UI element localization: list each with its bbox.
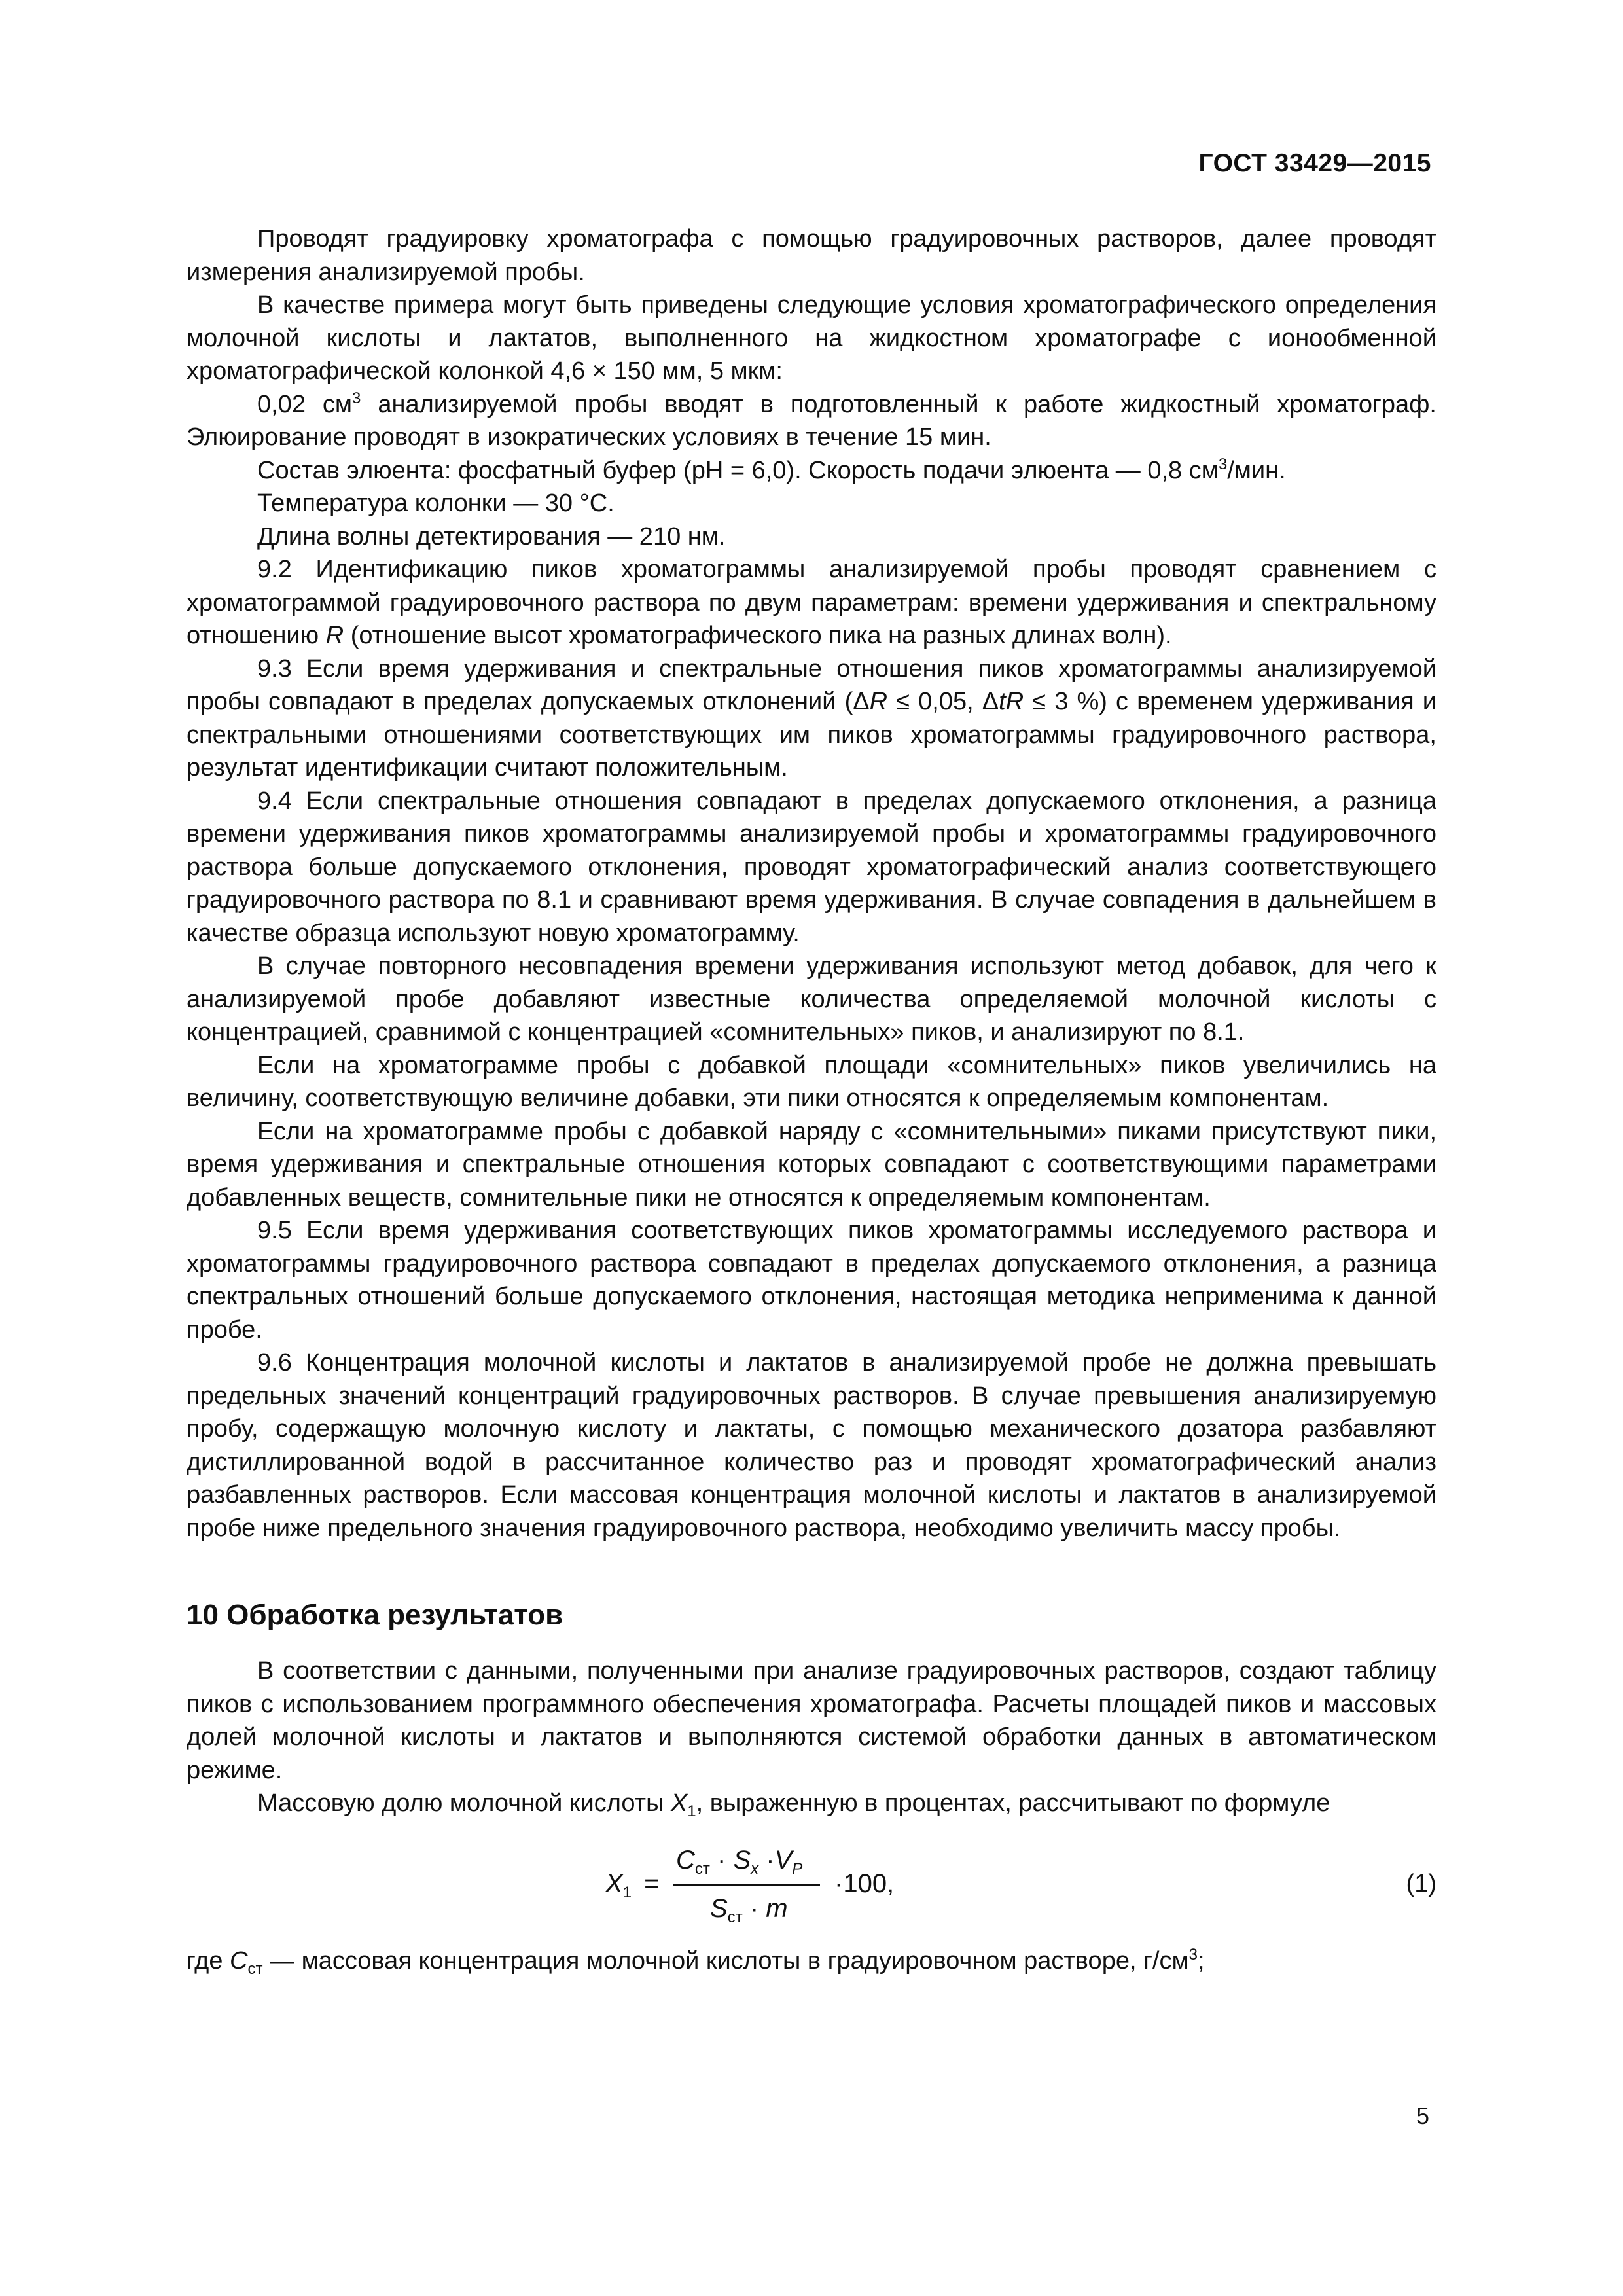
formula-var: V	[774, 1845, 793, 1874]
formula-dot: ·	[766, 1845, 775, 1874]
paragraph: Длина волны детектирования — 210 нм.	[257, 522, 726, 550]
formula-sub: ст	[694, 1859, 710, 1878]
italic-var: C	[230, 1946, 248, 1975]
text: Состав элюента: фосфатный буфер (рН = 6,0). Скорость подачи элюента — 0,8 см	[257, 456, 1219, 484]
page-number: 5	[1416, 2102, 1429, 2129]
paragraph: В соответствии с данными, полученными при анализе градуировочных растворов, создают таблицу пиков с использованием программного обеспечения хроматографа. Расчеты площадей пиков и массовых долей молочной кислоты и лактатов и выполняются системой обработки данных в автоматическом режиме.	[187, 1657, 1436, 1784]
text: 0,02 см	[257, 390, 353, 418]
paragraph: Проводят градуировку хроматографа с помощью градуировочных растворов, далее проводят измерения анализируемой пробы.	[187, 225, 1436, 286]
superscript: 3	[1188, 1945, 1198, 1964]
paragraph: В случае повторного несовпадения времени удерживания используют метод добавок, для чего к анализируемой пробе добавляют известные количества определяемой молочной кислоты с концентрацией, сравнимой с концентрацией «сомнительных» пиков, и анализируют по 8.1.	[187, 952, 1436, 1046]
subscript: 1	[687, 1803, 696, 1820]
document-code: ГОСТ 33429—2015	[1198, 149, 1431, 177]
where-clause	[187, 1945, 1436, 1978]
paragraph: Если на хроматограмме пробы с добавкой площади «сомнительных» пиков увеличились на величину, соответствующую величине добавки, эти пики относятся к определяемым компонентам.	[187, 1051, 1436, 1112]
paragraph: 9.4 Если спектральные отношения совпадают в пределах допускаемого отклонения, а разница времени удерживания пиков хроматограммы анализируемой пробы и хроматограммы градуировочного раствора больше допускаемого отклонения, проводят хроматографический анализ соответствующего градуировочного раствора по 8.1 и сравнивают время удерживания. В случае совпадения в дальнейшем в качестве образца используют новую хроматограмму.	[187, 787, 1436, 947]
paragraph	[187, 388, 1436, 454]
formula-sub: 1	[622, 1883, 632, 1901]
italic-var: X	[670, 1789, 688, 1817]
text: анализируемой пробы вводят в подготовленный к работе жидкостный хроматограф. Элюирование проводят в изократических условиях в течение 15 мин.	[187, 390, 1436, 451]
paragraph: Если на хроматограмме пробы с добавкой наряду с «сомнительными» пиками присутствуют пики, время удерживания и спектральные отношения которых совпадают с соответствующими параметрами добавленных веществ, сомнительные пики не относятся к определяемым компонентам.	[187, 1117, 1436, 1211]
text: /мин.	[1227, 456, 1286, 484]
heading-text: 10 Обработка результатов	[187, 1599, 563, 1631]
italic-var: tR	[999, 688, 1024, 715]
section-9-body	[187, 223, 1436, 1977]
formula-dot: ·	[717, 1845, 726, 1874]
formula-denominator	[710, 1892, 788, 1926]
text: где	[187, 1946, 230, 1975]
formula-multiplier: ·100,	[834, 1869, 895, 1898]
fraction-bar	[673, 1884, 820, 1886]
paragraph: Температура колонки — 30 °С.	[257, 490, 615, 517]
formula-numerator	[676, 1844, 802, 1877]
formula-sub: x	[751, 1859, 759, 1878]
formula-sub: P	[792, 1859, 803, 1878]
paragraph: В качестве примера могут быть приведены следующие условия хроматографического определения молочной кислоты и лактатов, выполненного на жидкостном хроматографе с ионообменной хроматографической колонкой 4,6 × 150 мм, 5 мкм:	[187, 291, 1436, 385]
equation-number: (1)	[1406, 1869, 1436, 1897]
paragraph: 9.6 Концентрация молочной кислоты и лактатов в анализируемой пробе не должна превышать предельных значений концентраций градуировочных растворов. В случае превышения анализируемую пробу, содержащую молочную кислоту и лактаты, с помощью механического дозатора разбавляют дистиллированной водой в рассчитанное количество раз и проводят хроматографический анализ разбавленных растворов. Если массовая концентрация молочной кислоты и лактатов в анализируемой пробе ниже предельного значения градуировочного раствора, необходимо увеличить массу пробы.	[187, 1349, 1436, 1542]
text: Массовую долю молочной кислоты	[257, 1789, 671, 1817]
italic-var: R	[325, 622, 344, 649]
text: , выраженную в процентах, рассчитывают по формуле	[696, 1789, 1330, 1817]
paragraph	[187, 553, 1436, 653]
formula-var: C	[676, 1845, 695, 1874]
formula-var: m	[766, 1893, 788, 1923]
text: (отношение высот хроматографического пика на разных длинах волн).	[344, 622, 1172, 649]
superscript: 3	[1218, 455, 1228, 473]
formula-sub: ст	[727, 1908, 743, 1926]
section-heading	[187, 1596, 1436, 1635]
text: ≤ 3 %) с временем удерживания и спектральными отношениями соответствующих им пиков хроматограммы градуировочного раствора, результат идентификации считают положительным.	[187, 688, 1436, 781]
formula-1	[187, 1820, 1436, 1945]
italic-var: R	[869, 688, 888, 715]
formula-var: S	[733, 1845, 751, 1874]
formula-lhs	[605, 1867, 660, 1901]
text: — массовая концентрация молочной кислоты в градуировочном растворе, г/см	[262, 1946, 1189, 1975]
formula-var: X	[605, 1869, 623, 1898]
paragraph	[187, 653, 1436, 785]
paragraph	[187, 1787, 1436, 1820]
subscript: ст	[247, 1960, 263, 1978]
text: 9.3 Если время удерживания и спектральные отношения пиков хроматограммы анализируемой пробы совпадают в пределах допускаемых отклонений (Δ	[187, 655, 1436, 715]
equals-sign: =	[644, 1869, 660, 1898]
formula-dot: ·	[749, 1893, 759, 1923]
superscript: 3	[352, 389, 361, 407]
paragraph	[187, 454, 1436, 488]
formula-var: S	[710, 1893, 728, 1923]
text: ;	[1197, 1946, 1205, 1975]
text: ≤ 0,05, Δ	[887, 688, 999, 715]
paragraph: 9.5 Если время удерживания соответствующих пиков хроматограммы исследуемого раствора и хроматограммы градуировочного раствора совпадают в пределах допускаемого отклонения, а разница спектральных отношений больше допускаемого отклонения, настоящая методика неприменима к данной пробе.	[187, 1217, 1436, 1344]
text: 9.2 Идентификацию пиков хроматограммы анализируемой пробы проводят сравнением с хроматограммой градуировочного раствора по двум параметрам: времени удерживания и спектральному отношению	[187, 556, 1436, 649]
